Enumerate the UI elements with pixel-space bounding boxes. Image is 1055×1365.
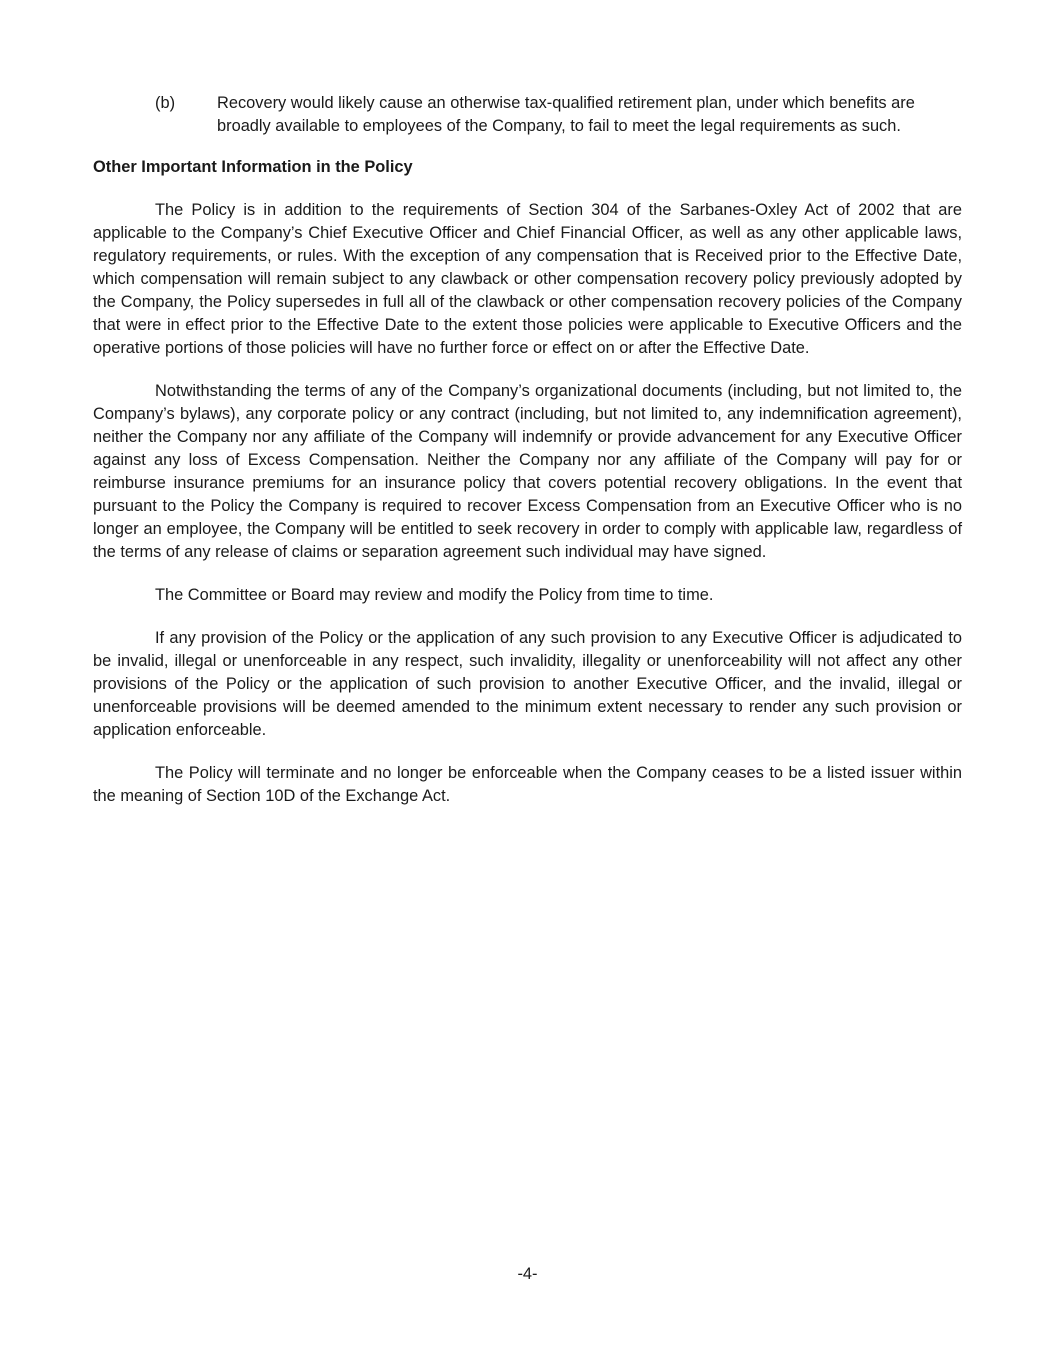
paragraph-termination: The Policy will terminate and no longer be enforceable when the Company ceases to be a listed issuer within the meaning of Section 10D of the Exchange Act. <box>93 764 962 805</box>
paragraph-severability: If any provision of the Policy or the application of any such provision to any Executive Officer is adjudicated to be invalid, illegal or unenforceable in any respect, such invalidity, illegality or unenforceability will not affect any other provisions of the Policy or the application of such provision to another Executive Officer, and the invalid, illegal or unenforceable provisions will be deemed amended to the minimum extent necessary to render any such provision or application enforceable. <box>93 629 962 739</box>
list-item-text: Recovery would likely cause an otherwise tax-qualified retirement plan, under which benefits are broadly available to employees of the Company, to fail to meet the legal requirements as such. <box>217 94 915 135</box>
page-number: -4- <box>517 1265 538 1283</box>
paragraph-policy-review: The Committee or Board may review and modify the Policy from time to time. <box>155 586 714 604</box>
document-body <box>93 92 962 828</box>
paragraph-indemnification: Notwithstanding the terms of any of the Company’s organizational documents (including, but not limited to, the Company’s bylaws), any corporate policy or any contract (including, but not limited to, any indemnification agreement), neither the Company nor any affiliate of the Company will indemnify or provide advancement for any Executive Officer against any loss of Excess Compensation. Neither the Company nor any affiliate of the Company will pay for or reimburse insurance premiums for an insurance policy that covers potential recovery obligations. In the event that pursuant to the Policy the Company is required to recover Excess Compensation from an Executive Officer who is no longer an employee, the Company will be entitled to seek recovery in order to comply with applicable law, regardless of the terms of any release of claims or separation agreement such individual may have signed. <box>93 382 962 561</box>
list-item-label: (b) <box>155 94 176 112</box>
list-item-b <box>93 92 962 138</box>
section-heading: Other Important Information in the Policy <box>93 158 413 176</box>
paragraph-sox-section-304: The Policy is in addition to the requirements of Section 304 of the Sarbanes-Oxley Act of 2002 that are applicable to the Company’s Chief Executive Officer and Chief Financial Officer, as well as any other applicable laws, regulatory requirements, or rules. With the exception of any compensation that is Received prior to the Effective Date, which compensation will remain subject to any clawback or other compensation recovery policy previously adopted by the Company, the Policy supersedes in full all of the clawback or other compensation recovery policies of the Company that were in effect prior to the Effective Date to the extent those policies were applicable to Executive Officers and the operative portions of those policies will have no further force or effect on or after the Effective Date. <box>93 201 962 357</box>
